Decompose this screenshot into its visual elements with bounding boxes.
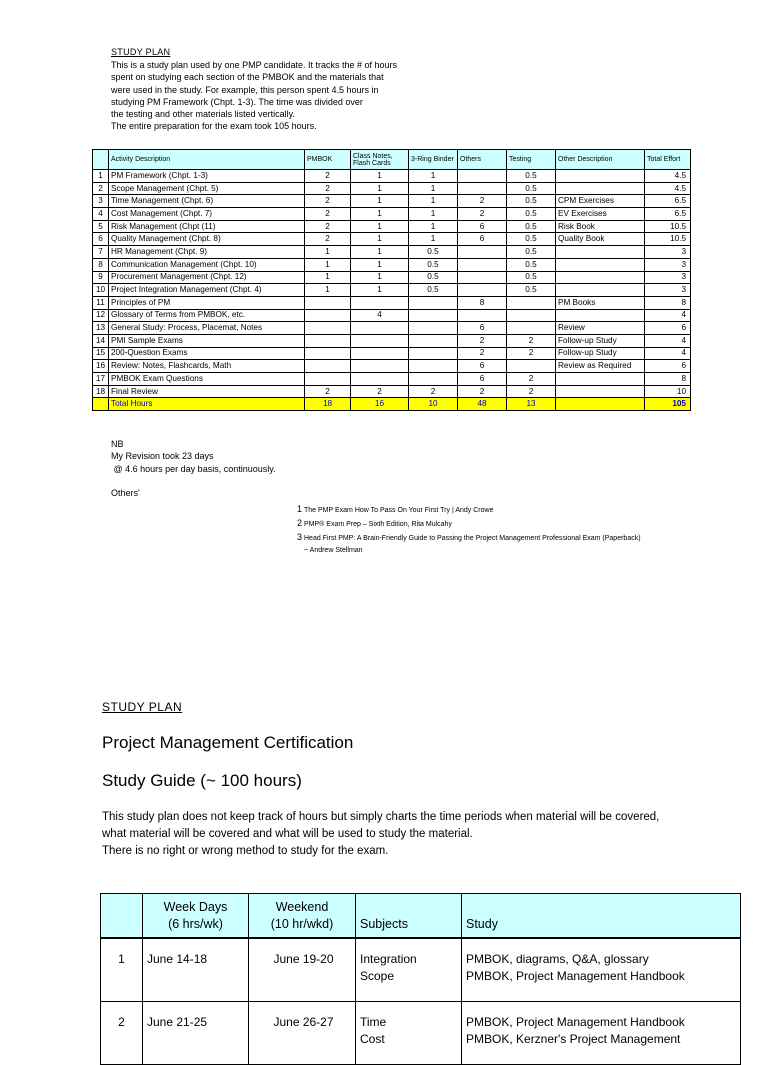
table-cell: 2 [305,385,351,398]
reference-item [288,503,641,517]
table-cell: 200-Question Exams [109,347,305,360]
table-cell: Review [556,322,645,335]
total-cell: 10 [409,398,458,411]
week-days-cell: June 14-18 [143,938,249,1002]
week-number: 1 [101,938,143,1002]
reference-item [288,531,641,545]
description-line: This study plan does not keep track of hours but simply charts the time periods when material will be covered, [102,811,660,823]
table-cell [556,385,645,398]
table-cell: Follow-up Study [556,334,645,347]
table-cell: Quality Book [556,233,645,246]
table-cell: 11 [93,296,109,309]
hours-table [92,149,691,411]
activity-row [93,195,691,208]
table-cell: 2 [305,220,351,233]
description-line: what material will be covered and what will be used to study the material. [102,828,473,840]
table-cell: 4 [645,334,691,347]
table-cell: 2 [305,208,351,221]
table-cell [351,334,409,347]
header-cell: PMBOK [305,150,351,170]
header-cell: Other Description [556,150,645,170]
nb-note [111,438,276,499]
table-cell: Risk Book [556,220,645,233]
table-cell [305,360,351,373]
study-plan-title: STUDY PLAN [111,47,171,57]
table-cell: Cost Management (Chpt. 7) [109,208,305,221]
table-cell [507,360,556,373]
total-cell [93,398,109,411]
header-cell: Activity Description [109,150,305,170]
study-plan-title-2: STUDY PLAN [102,700,183,714]
header-cell-blank [101,894,143,939]
table-cell [458,284,507,297]
table-cell: 4 [351,309,409,322]
table-cell [305,347,351,360]
table-cell: 17 [93,373,109,386]
table-cell [556,258,645,271]
table-cell: 10 [645,385,691,398]
certification-heading: Project Management Certification [102,733,354,752]
header-weekend [249,894,356,939]
table-cell [305,373,351,386]
table-cell: 8 [645,296,691,309]
table-cell: 1 [305,271,351,284]
table-cell [556,309,645,322]
study-material: PMBOK, Project Management Handbook [466,1015,685,1029]
table-cell: PMBOK Exam Questions [109,373,305,386]
table-cell: 6 [458,220,507,233]
schedule-row [101,1002,741,1065]
table-cell: 1 [351,258,409,271]
table-cell: 6 [93,233,109,246]
schedule-table-viewport [100,893,685,1046]
table-cell [409,322,458,335]
table-cell [458,309,507,322]
table-cell: 0.5 [507,246,556,259]
total-cell: 105 [645,398,691,411]
table-cell: 6 [645,360,691,373]
table-cell: 3 [645,258,691,271]
header-cell: 3-Ring Binder [409,150,458,170]
subject: Integration [360,952,417,966]
description-line: There is no right or wrong method to study for the exam. [102,845,389,857]
activity-row [93,322,691,335]
study-material: PMBOK, Kerzner's Project Management [466,1031,681,1046]
intro-line: studying PM Framework (Chpt. 1-3). The time was divided over [111,96,363,107]
activity-row [93,258,691,271]
table-cell: 1 [409,170,458,183]
table-cell: Final Review [109,385,305,398]
table-cell: 0.5 [507,208,556,221]
table-cell: 6 [645,322,691,335]
subject: Scope [360,968,395,983]
study-guide-heading: Study Guide (~ 100 hours) [102,771,302,790]
table-cell: 0.5 [409,258,458,271]
table-cell [507,309,556,322]
reference-text: PMP® Exam Prep – Sixth Edition, Rita Mulcahy [304,521,452,528]
reference-text: The PMP Exam How To Pass On Your First Try | Andy Crowe [304,507,494,514]
table-cell [556,271,645,284]
table-cell: 0.5 [507,258,556,271]
table-cell: 1 [351,182,409,195]
header-cell: Total Effort [645,150,691,170]
activity-row [93,385,691,398]
others-label: Others' [111,487,140,498]
header-study: Study [462,894,741,939]
table-cell: 8 [645,373,691,386]
table-cell: 0.5 [507,182,556,195]
subject: Time [360,1015,387,1029]
table-cell [507,296,556,309]
table-cell: 4 [645,309,691,322]
table-cell: 1 [351,220,409,233]
table-cell: 0.5 [507,271,556,284]
table-cell: 2 [305,170,351,183]
table-cell [305,309,351,322]
activity-row [93,182,691,195]
table-cell: 0.5 [507,195,556,208]
table-cell: 10 [93,284,109,297]
table-cell: 8 [93,258,109,271]
activity-row [93,271,691,284]
table-cell [556,373,645,386]
table-cell: 1 [409,195,458,208]
table-cell [458,170,507,183]
intro-paragraph [111,59,397,133]
table-cell [409,360,458,373]
activity-row [93,373,691,386]
table-cell [458,182,507,195]
table-cell: 18 [93,385,109,398]
table-cell: Procurement Management (Chpt. 12) [109,271,305,284]
table-cell [458,246,507,259]
study-material: PMBOK, diagrams, Q&A, glossary [466,952,649,966]
table-cell: 8 [458,296,507,309]
table-cell [305,322,351,335]
reference-number: 3 [296,532,302,542]
table-cell: 6.5 [645,195,691,208]
table-cell: 1 [305,284,351,297]
table-cell: 3 [645,246,691,259]
table-cell: 1 [409,182,458,195]
table-cell: Time Management (Chpt. 6) [109,195,305,208]
intro-line: the testing and other materials listed vertically. [111,109,295,120]
table-cell [556,170,645,183]
table-cell: 1 [351,284,409,297]
table-cell: 9 [93,271,109,284]
table-cell: 6 [458,233,507,246]
table-cell: 2 [507,373,556,386]
total-cell: 16 [351,398,409,411]
table-cell: 1 [93,170,109,183]
subjects-cell [356,938,462,1002]
subject: Cost [360,1031,385,1046]
table-cell: 1 [305,258,351,271]
table-cell: 1 [351,170,409,183]
table-cell: CPM Exercises [556,195,645,208]
table-cell: 1 [351,233,409,246]
intro-line: This is a study plan used by one PMP candidate. It tracks the # of hours [111,60,397,70]
table-cell: 10.5 [645,233,691,246]
table-cell: 1 [305,246,351,259]
table-cell: 14 [93,334,109,347]
table-cell: 10.5 [645,220,691,233]
header-text: (10 hr/wkd) [270,916,334,931]
table-cell: 0.5 [507,220,556,233]
nb-line: @ 4.6 hours per day basis, continuously. [111,463,276,474]
table-cell: 6 [458,373,507,386]
table-cell [351,296,409,309]
study-cell [462,938,741,1002]
intro-line: were used in the study. For example, this person spent 4.5 hours in [111,84,379,95]
table-cell: 1 [351,195,409,208]
intro-line: spent on studying each section of the PMBOK and the materials that [111,72,384,83]
activity-row [93,347,691,360]
nb-line: My Revision took 23 days [111,451,214,462]
table-cell: 2 [305,182,351,195]
table-cell: 1 [409,220,458,233]
study-guide-description [102,809,676,860]
table-cell: General Study: Process, Placemat, Notes [109,322,305,335]
header-text: (6 hrs/wk) [168,916,223,931]
table-cell: HR Management (Chpt. 9) [109,246,305,259]
table-cell [458,258,507,271]
table-cell: 1 [351,246,409,259]
table-cell: 5 [93,220,109,233]
total-cell: 18 [305,398,351,411]
reference-text: Head First PMP: A Brain-Friendly Guide to Passing the Project Management Professional Exam (Paperback) [304,535,641,542]
table-cell: 2 [458,195,507,208]
table-cell: 0.5 [409,284,458,297]
header-cell: Class Notes, Flash Cards [351,150,409,170]
table-cell: 2 [458,334,507,347]
total-cell [556,398,645,411]
study-cell [462,1002,741,1065]
table-cell: 6.5 [645,208,691,221]
table-cell: 0.5 [409,271,458,284]
table-cell [351,347,409,360]
table-cell [507,322,556,335]
activity-row [93,334,691,347]
table-cell: 4 [93,208,109,221]
table-cell [351,373,409,386]
activity-row [93,309,691,322]
table-cell: 2 [458,208,507,221]
nb-label: NB [111,439,124,449]
table-cell: 16 [93,360,109,373]
table-cell: PMI Sample Exams [109,334,305,347]
table-cell [409,309,458,322]
table-cell: Review as Required [556,360,645,373]
table-cell: Project Integration Management (Chpt. 4) [109,284,305,297]
table-cell: 2 [351,385,409,398]
hours-table-header [93,150,691,170]
table-cell [351,360,409,373]
subjects-cell [356,1002,462,1065]
table-cell [556,284,645,297]
table-cell: 2 [507,385,556,398]
table-cell: 15 [93,347,109,360]
activity-row [93,284,691,297]
table-cell: Principles of PM [109,296,305,309]
reference-number: 2 [296,518,302,528]
table-cell [556,182,645,195]
activity-row [93,220,691,233]
table-cell: 2 [93,182,109,195]
table-cell: Communication Management (Chpt. 10) [109,258,305,271]
weekend-cell: June 26-27 [249,1002,356,1065]
table-cell: 3 [645,284,691,297]
table-cell: PM Books [556,296,645,309]
table-cell [305,334,351,347]
table-cell: 3 [645,271,691,284]
week-days-cell: June 21-25 [143,1002,249,1065]
table-cell: 2 [305,195,351,208]
table-cell [409,347,458,360]
table-cell: 6 [458,322,507,335]
table-cell [351,322,409,335]
table-cell: Risk Management (Chpt (11) [109,220,305,233]
table-cell [556,246,645,259]
activity-row [93,233,691,246]
study-material: PMBOK, Project Management Handbook [466,968,685,983]
header-cell: Testing [507,150,556,170]
total-cell: 13 [507,398,556,411]
table-cell: 4.5 [645,182,691,195]
schedule-row [101,938,741,1002]
table-cell: 2 [409,385,458,398]
table-cell: 2 [507,334,556,347]
table-cell: PM Framework (Chpt. 1-3) [109,170,305,183]
table-cell [305,296,351,309]
table-cell: 0.5 [507,233,556,246]
week-number: 2 [101,1002,143,1065]
activity-row [93,246,691,259]
schedule-header-row [101,894,741,939]
activity-row [93,170,691,183]
table-cell: 12 [93,309,109,322]
table-cell: 1 [351,271,409,284]
header-text: Weekend [275,899,329,914]
table-cell: 2 [458,385,507,398]
table-cell: 2 [458,347,507,360]
table-cell: 1 [351,208,409,221]
table-cell: 0.5 [409,246,458,259]
header-text: Week Days [163,899,228,914]
table-cell: Scope Management (Chpt. 5) [109,182,305,195]
schedule-table [100,893,741,1065]
table-cell: 6 [458,360,507,373]
table-cell [458,271,507,284]
reference-number: 1 [296,504,302,514]
table-cell: EV Exercises [556,208,645,221]
header-cell: Others [458,150,507,170]
total-cell: Total Hours [109,398,305,411]
header-cell [93,150,109,170]
table-cell: 0.5 [507,170,556,183]
table-cell: 4 [645,347,691,360]
total-cell: 48 [458,398,507,411]
table-cell: 4.5 [645,170,691,183]
activity-row [93,360,691,373]
total-hours-row [93,398,691,411]
intro-line: The entire preparation for the exam took 105 hours. [111,121,317,132]
reference-author: ~ Andrew Stellman [304,547,363,554]
reference-item [288,517,641,531]
activity-row [93,296,691,309]
table-cell [409,296,458,309]
table-cell: 13 [93,322,109,335]
table-cell: Review: Notes, Flashcards, Math [109,360,305,373]
table-cell: Follow-up Study [556,347,645,360]
table-cell: 1 [409,208,458,221]
table-cell: 0.5 [507,284,556,297]
activity-row [93,208,691,221]
table-cell: 3 [93,195,109,208]
table-cell: 2 [305,233,351,246]
table-cell: 2 [507,347,556,360]
table-cell: Glossary of Terms from PMBOK, etc. [109,309,305,322]
header-week-days [143,894,249,939]
table-cell: 7 [93,246,109,259]
table-cell [409,373,458,386]
table-cell: 1 [409,233,458,246]
table-cell: Quality Management (Chpt. 8) [109,233,305,246]
header-subjects: Subjects [356,894,462,939]
weekend-cell: June 19-20 [249,938,356,1002]
table-cell [409,334,458,347]
references-list [288,503,641,557]
